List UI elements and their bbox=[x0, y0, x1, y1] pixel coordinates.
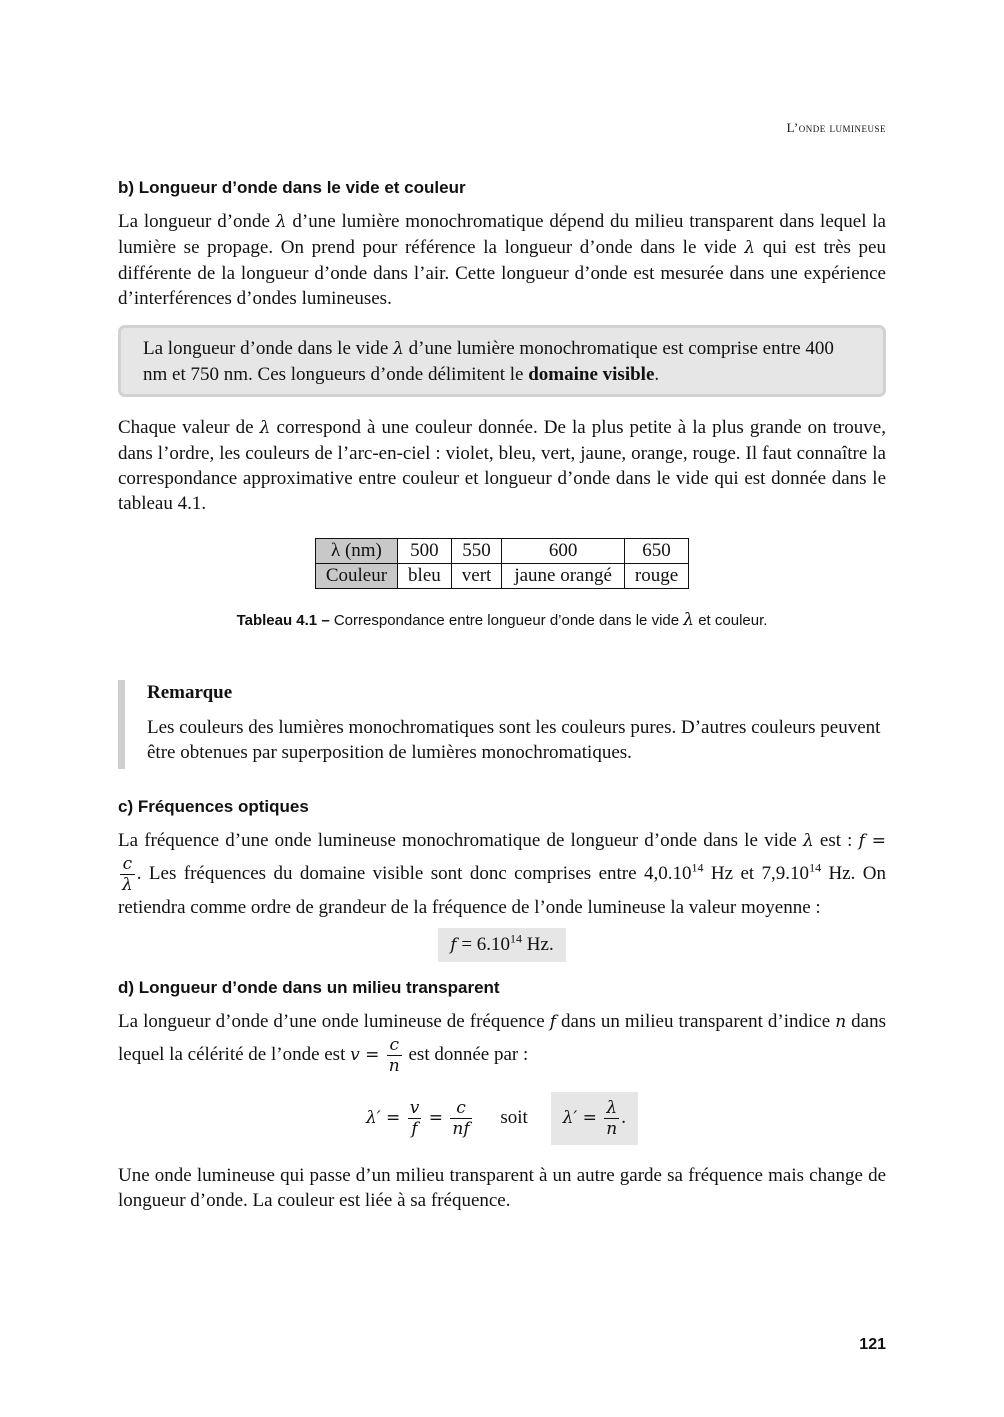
remark-block bbox=[118, 680, 886, 769]
text-run: dans lequel la célérité de l’onde est bbox=[118, 1011, 886, 1065]
lambda-symbol: λ bbox=[744, 238, 756, 258]
table-cell: 650 bbox=[624, 539, 688, 564]
table-caption bbox=[118, 610, 886, 630]
section-c-paragraph bbox=[118, 828, 886, 920]
formula-text: = 6.10 bbox=[456, 934, 511, 955]
table-cell: bleu bbox=[398, 564, 452, 589]
text-run: est donnée par : bbox=[403, 1043, 529, 1065]
fraction-lambda-over-n bbox=[604, 1098, 619, 1139]
fraction-numerator: c bbox=[450, 1098, 471, 1119]
lambda-symbol: λ bbox=[683, 610, 695, 630]
formula-wavelength-medium bbox=[118, 1092, 886, 1145]
running-head: L’onde lumineuse bbox=[786, 120, 886, 135]
text-run: Hz. On retiendra comme ordre de grandeur de la fréquence de l’onde lumineuse la valeur moyenne : bbox=[118, 862, 886, 918]
f-symbol: f bbox=[450, 935, 457, 955]
text-run: . Les fréquences du domaine visible sont donc comprises entre 4,0.10 bbox=[136, 862, 692, 884]
lambda-symbol: λ bbox=[802, 831, 814, 851]
lambda-symbol: λ bbox=[259, 418, 271, 438]
fraction-denominator: nf bbox=[452, 1119, 470, 1139]
exponent: 14 bbox=[809, 860, 822, 875]
table-cell: 500 bbox=[398, 539, 452, 564]
section-d-paragraph-2: Une onde lumineuse qui passe d’un milieu transparent à un autre garde sa fréquence mais change de longueur d’onde. La couleur est liée à sa fréquence. bbox=[118, 1165, 886, 1211]
exponent: 14 bbox=[691, 860, 704, 875]
equals-sign: = bbox=[864, 831, 886, 851]
text-run: La longueur d’onde d’une onde lumineuse de fréquence bbox=[118, 1011, 550, 1032]
table-cell: vert bbox=[451, 564, 502, 589]
table-row bbox=[315, 564, 688, 589]
remark-title: Remarque bbox=[147, 682, 233, 703]
table-cell: 600 bbox=[502, 539, 625, 564]
text-run: La longueur d’onde bbox=[118, 211, 276, 232]
section-c-heading: c) Fréquences optiques bbox=[118, 797, 309, 816]
table-header-cell: Couleur bbox=[315, 564, 397, 589]
text-run: Hz et 7,9.10 bbox=[703, 862, 810, 884]
fraction-denominator: n bbox=[388, 1056, 400, 1076]
fraction-denominator: n bbox=[606, 1119, 618, 1139]
equals-sign: = bbox=[359, 1044, 385, 1065]
fraction-denominator: λ bbox=[122, 875, 133, 895]
caption-text: Correspondance entre longueur d’onde dans le vide bbox=[333, 612, 684, 629]
section-b-paragraph-1 bbox=[118, 209, 886, 311]
text-run: est : bbox=[813, 830, 859, 851]
table-row bbox=[315, 539, 688, 564]
f-symbol: f bbox=[858, 831, 865, 851]
n-symbol: n bbox=[835, 1012, 847, 1032]
table-cell: jaune orangé bbox=[502, 564, 625, 589]
f-symbol: f bbox=[549, 1012, 556, 1032]
bold-term: domaine visible bbox=[528, 364, 655, 385]
page-number: 121 bbox=[859, 1336, 886, 1353]
table-cell: rouge bbox=[624, 564, 688, 589]
caption-dash: – bbox=[317, 612, 334, 629]
remark-text: Les couleurs des lumières monochromatiques sont les couleurs pures. D’autres couleurs peuvent être obtenues par superposition de lumières monochromatiques. bbox=[147, 717, 881, 763]
equals-sign: = bbox=[423, 1107, 449, 1128]
definition-text bbox=[143, 336, 861, 387]
exponent: 14 bbox=[510, 931, 523, 946]
fraction-c-over-nf bbox=[450, 1098, 471, 1139]
formula-mean-frequency bbox=[118, 928, 886, 962]
fraction-numerator: c bbox=[120, 854, 135, 875]
section-d-heading: d) Longueur d’onde dans un milieu transparent bbox=[118, 978, 500, 997]
definition-box bbox=[118, 325, 886, 397]
caption-text: et couleur. bbox=[694, 612, 768, 629]
text-run: dans un milieu transparent d’indice bbox=[555, 1011, 836, 1032]
fraction-numerator: v bbox=[409, 1098, 420, 1118]
formula-unit: Hz. bbox=[522, 934, 554, 955]
equals-sign: = bbox=[380, 1107, 406, 1128]
table-cell: 550 bbox=[451, 539, 502, 564]
lambda-prime-symbol: λ′ bbox=[562, 1107, 578, 1128]
equals-sign: = bbox=[577, 1107, 603, 1128]
section-b-heading: b) Longueur d’onde dans le vide et couleur bbox=[118, 178, 466, 197]
fraction-numerator: λ bbox=[604, 1098, 619, 1119]
text-run: correspond à une couleur donnée. De la plus petite à la plus grande on trouve, dans l’ordre, les couleurs de l’arc-en-ciel : violet, bleu, vert, jaune, orange, rouge. Il faut connaître la correspondance approximative entre couleur et longueur d’onde dans le vide qui est donnée dans le tableau 4.1. bbox=[118, 417, 886, 514]
table-header-cell: λ (nm) bbox=[315, 539, 397, 564]
fraction-v-over-f bbox=[408, 1098, 422, 1139]
section-b-paragraph-2 bbox=[118, 415, 886, 516]
highlighted-formula bbox=[551, 1092, 638, 1145]
text-run: La longueur d’onde dans le vide bbox=[143, 338, 394, 359]
text-run: d’une lumière monochromatique est comprise entre 400 nm et 750 nm. Ces longueurs d’onde délimitent le bbox=[143, 338, 834, 385]
soit-word: soit bbox=[500, 1106, 528, 1128]
wavelength-color-table bbox=[315, 538, 689, 589]
fraction-c-over-n bbox=[387, 1035, 402, 1076]
text-run: . bbox=[654, 364, 660, 385]
v-symbol: v bbox=[350, 1044, 360, 1065]
highlighted-formula bbox=[438, 928, 565, 962]
text-run: qui est très peu différente de la longueur d’onde dans l’air. Cette longueur d’onde est mesurée dans une expérience d’interférences d’ondes lumineuses. bbox=[118, 237, 886, 309]
text-run: d’une lumière monochromatique dépend du milieu transparent dans lequel la lumière se propage. On prend pour référence la longueur d’onde dans le vide bbox=[118, 211, 886, 258]
caption-label: Tableau 4.1 bbox=[236, 612, 318, 629]
period: . bbox=[621, 1106, 626, 1128]
fraction-denominator: f bbox=[411, 1119, 418, 1139]
lambda-prime-symbol: λ′ bbox=[366, 1107, 381, 1128]
fraction-numerator: c bbox=[387, 1035, 402, 1056]
lambda-symbol: λ bbox=[393, 339, 404, 359]
text-run: Chaque valeur de bbox=[118, 417, 260, 438]
main-content bbox=[118, 178, 886, 1213]
lambda-symbol: λ bbox=[275, 212, 287, 232]
text-run: La fréquence d’une onde lumineuse monochromatique de longueur d’onde dans le vide bbox=[118, 830, 803, 851]
section-d-paragraph-1 bbox=[118, 1009, 886, 1076]
fraction-c-over-lambda bbox=[120, 854, 135, 895]
